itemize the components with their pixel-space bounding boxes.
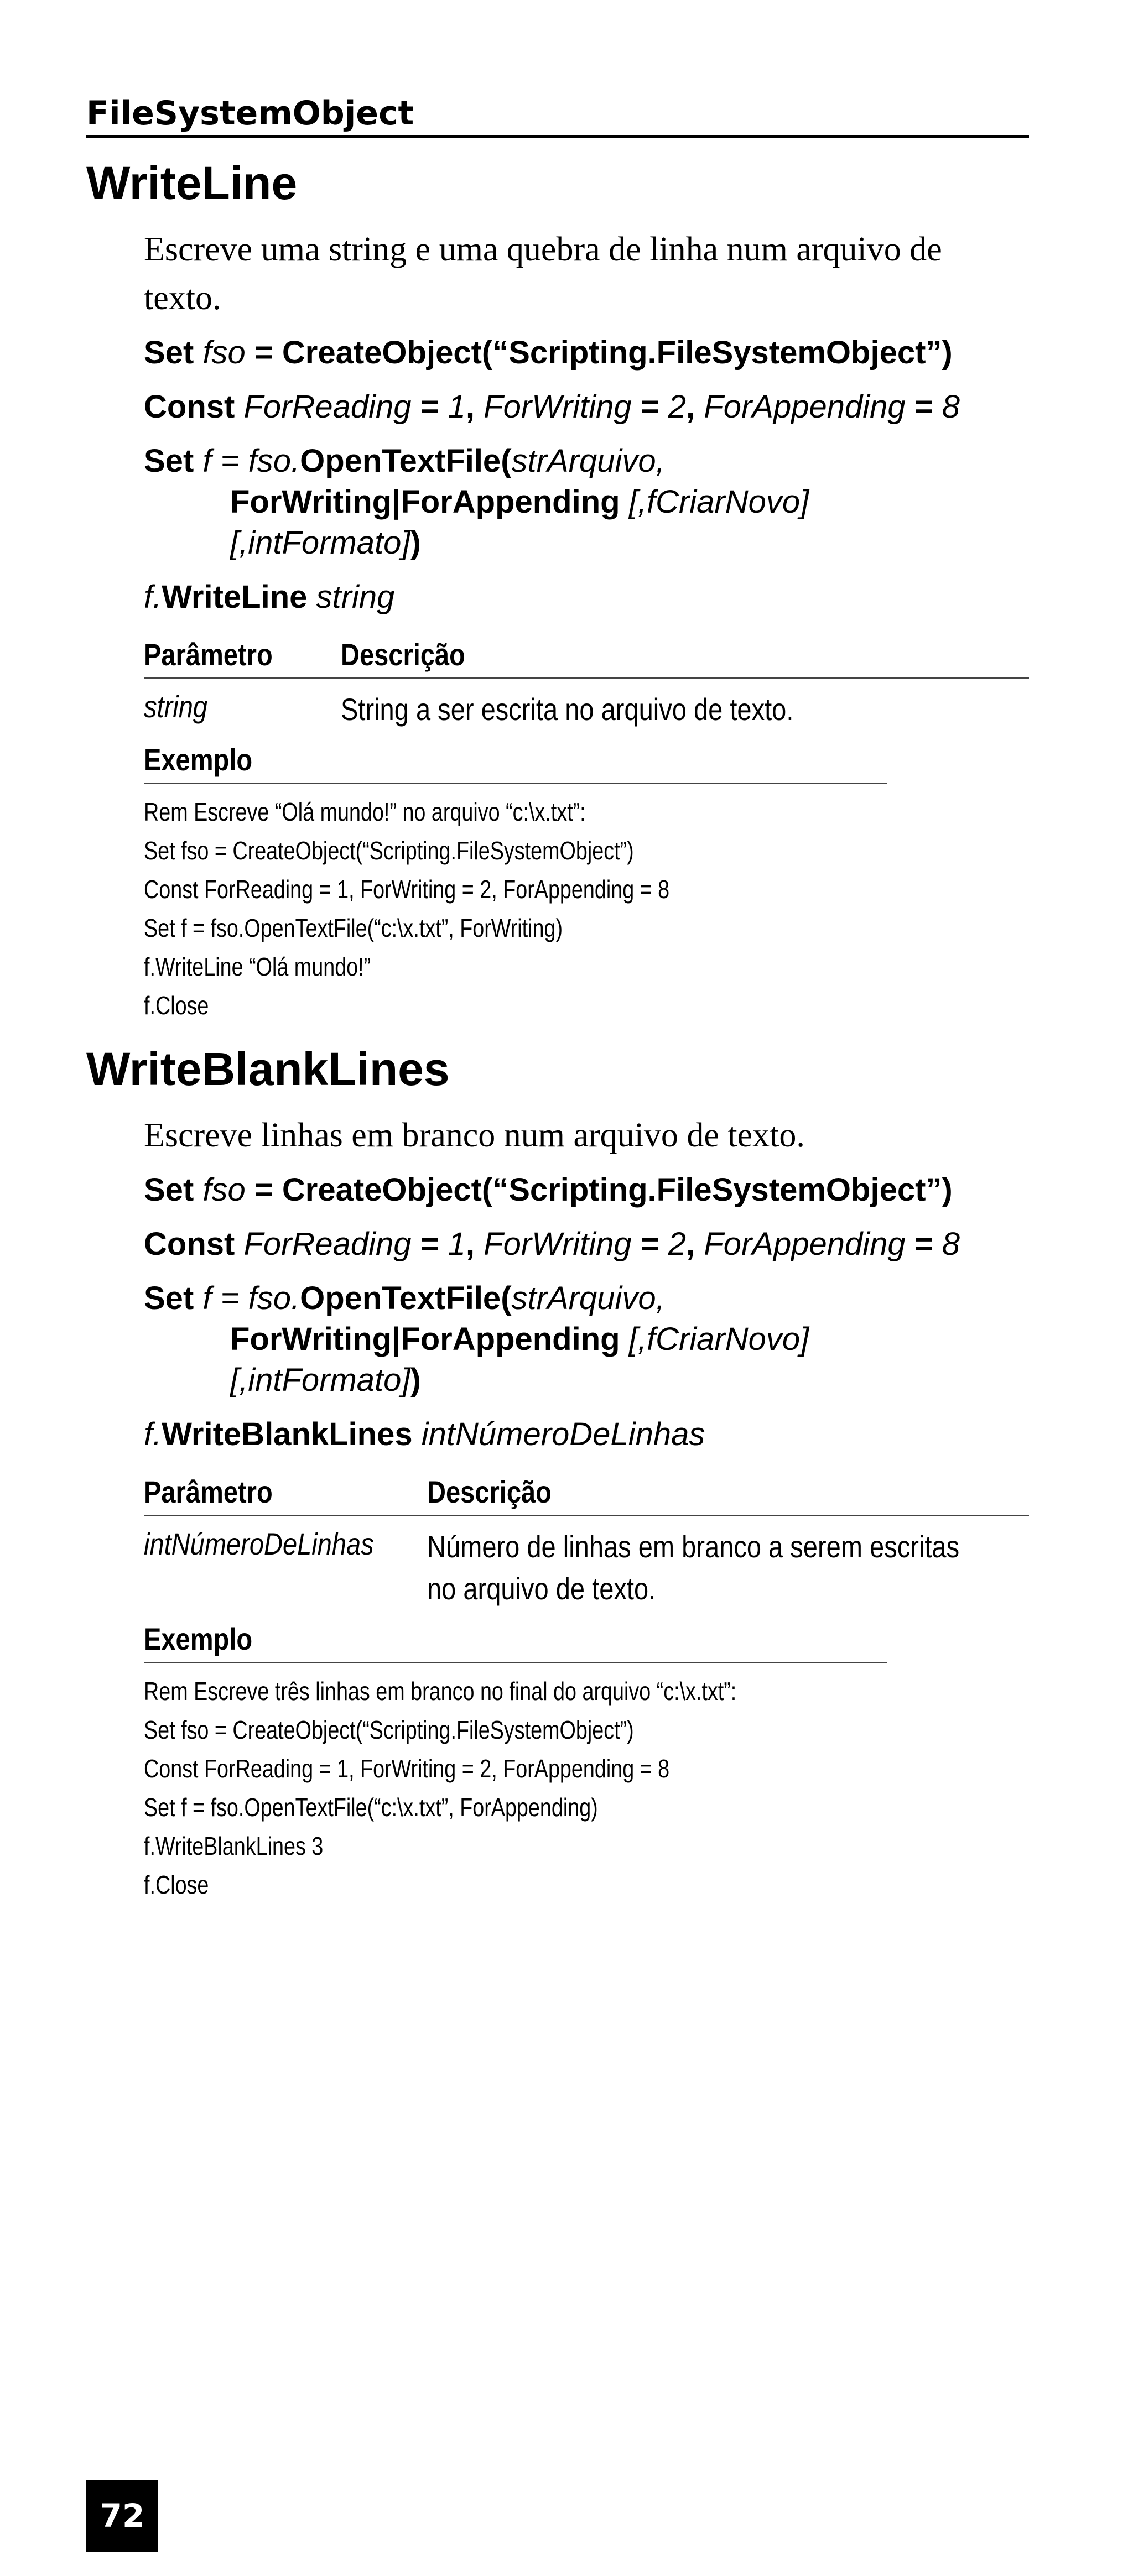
section-writeline [86, 157, 1029, 1025]
param-desc: String a ser escrita no arquivo de texto. [341, 692, 794, 727]
syntax-set-fso: Set fso = CreateObject(“Scripting.FileSystemObject”) [144, 335, 953, 371]
parameter-row [144, 1526, 1029, 1610]
param-name: string [144, 689, 208, 724]
code-line: Set fso = CreateObject(“Scripting.FileSystemObject”) [144, 836, 634, 865]
parameter-table-header [144, 1468, 1029, 1516]
param-desc: no arquivo de texto. [427, 1571, 656, 1606]
syntax-const: Const ForReading = 1, ForWriting = 2, ForAppending = 8 [144, 389, 960, 425]
code-line: f.Close [144, 1870, 209, 1899]
running-head: FileSystemObject [86, 97, 1029, 138]
desc-column-header: Descrição [427, 1474, 552, 1509]
page-content [86, 88, 1029, 1904]
parameter-table-header [144, 631, 1029, 679]
example-code [144, 792, 1029, 1025]
method-description: Escreve uma string e uma quebra de linha num arquivo de texto. [144, 231, 942, 317]
code-line: f.WriteBlankLines 3 [144, 1832, 324, 1860]
example-heading: Exemplo [144, 1615, 887, 1663]
code-line: Const ForReading = 1, ForWriting = 2, ForAppending = 8 [144, 875, 670, 904]
syntax-set-fso: Set fso = CreateObject(“Scripting.FileSystemObject”) [144, 1172, 953, 1208]
syntax-open-text-file: Set f = fso.OpenTextFile(strArquivo, ForWriting|ForAppending [,fCriarNovo] [,intFormato]) [144, 1280, 809, 1398]
code-line: Rem Escreve três linhas em branco no final do arquivo “c:\x.txt”: [144, 1677, 737, 1706]
example-code [144, 1672, 1029, 1904]
section-writeblanklines [86, 1043, 1029, 1904]
code-line: Set f = fso.OpenTextFile(“c:\x.txt”, ForWriting) [144, 914, 563, 942]
code-line: Const ForReading = 1, ForWriting = 2, ForAppending = 8 [144, 1754, 670, 1783]
param-column-header: Parâmetro [144, 637, 273, 672]
syntax-method-call: f.WriteBlankLines intNúmeroDeLinhas [144, 1416, 705, 1452]
syntax-method-call: f.WriteLine string [144, 579, 395, 615]
section-title: WriteLine [86, 157, 298, 209]
code-line: Rem Escreve “Olá mundo!” no arquivo “c:\x.txt”: [144, 797, 586, 826]
example-heading: Exemplo [144, 736, 887, 784]
method-description: Escreve linhas em branco num arquivo de texto. [144, 1117, 805, 1154]
code-line: f.WriteLine “Olá mundo!” [144, 952, 371, 981]
param-column-header: Parâmetro [144, 1474, 273, 1509]
code-line: Set f = fso.OpenTextFile(“c:\x.txt”, ForAppending) [144, 1793, 598, 1822]
desc-column-header: Descrição [341, 637, 465, 672]
parameter-table [144, 1468, 1029, 1610]
code-line: Set fso = CreateObject(“Scripting.FileSystemObject”) [144, 1715, 634, 1744]
code-line: f.Close [144, 991, 209, 1020]
syntax-open-text-file: Set f = fso.OpenTextFile(strArquivo, ForWriting|ForAppending [,fCriarNovo] [,intFormato]) [144, 443, 809, 561]
section-title: WriteBlankLines [86, 1043, 450, 1095]
parameter-table [144, 631, 1029, 731]
syntax-const: Const ForReading = 1, ForWriting = 2, ForAppending = 8 [144, 1226, 960, 1262]
parameter-row [144, 689, 1029, 731]
param-desc: Número de linhas em branco a serem escritas [427, 1529, 960, 1564]
page-number: 72 [86, 2480, 158, 2552]
param-name: intNúmeroDeLinhas [144, 1526, 374, 1561]
